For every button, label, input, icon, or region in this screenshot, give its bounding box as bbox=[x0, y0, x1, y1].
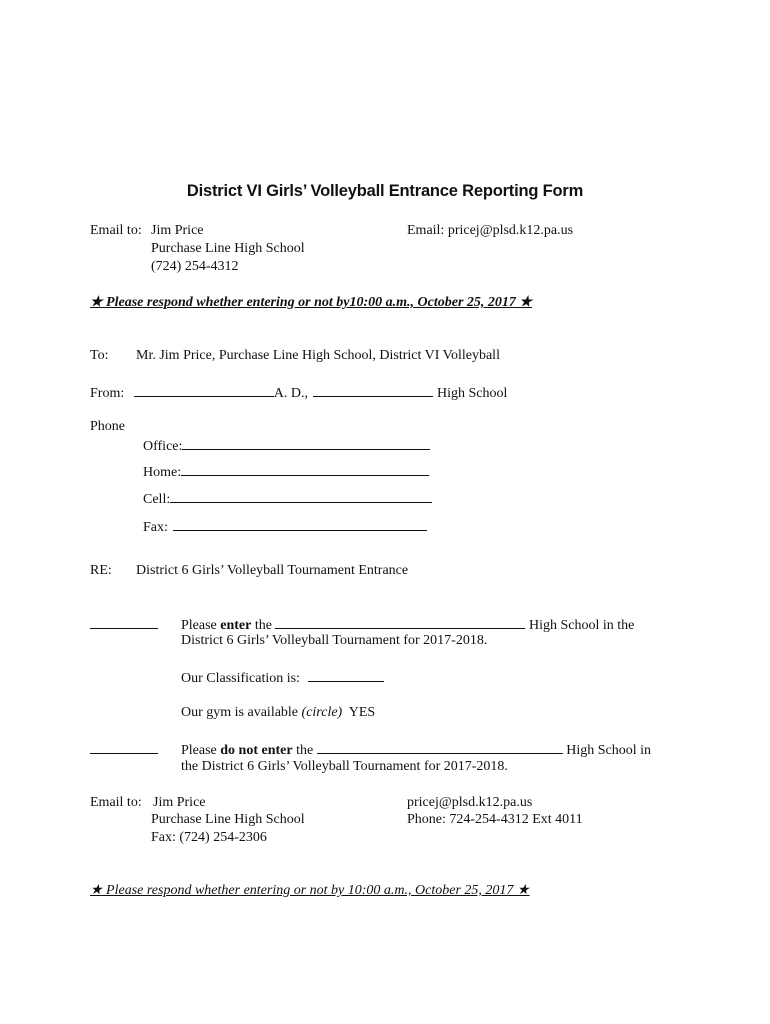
from-school-field[interactable] bbox=[313, 383, 433, 397]
email-to-label: Email to: bbox=[90, 223, 142, 238]
fax-row bbox=[143, 517, 427, 537]
home-phone-field[interactable] bbox=[181, 462, 429, 476]
footer-fax: Fax: (724) 254-2306 bbox=[151, 830, 267, 845]
cell-row bbox=[143, 489, 432, 509]
contact-phone: (724) 254-4312 bbox=[151, 259, 239, 274]
gym-row bbox=[181, 704, 375, 722]
contact-school: Purchase Line High School bbox=[151, 241, 305, 256]
enter-keyword: enter bbox=[220, 618, 252, 633]
classification-field[interactable] bbox=[308, 668, 384, 682]
gym-yes-option[interactable]: YES bbox=[348, 705, 376, 720]
to-value: Mr. Jim Price, Purchase Line High School, District VI Volleyball bbox=[136, 348, 500, 363]
fax-label: Fax: bbox=[143, 520, 168, 535]
not-enter-the-text: the bbox=[296, 743, 314, 758]
footer-school: Purchase Line High School bbox=[151, 812, 305, 827]
re-value: District 6 Girls’ Volleyball Tournament Entrance bbox=[136, 563, 409, 578]
not-enter-keyword: do not enter bbox=[220, 743, 293, 758]
not-enter-line-1 bbox=[181, 740, 651, 760]
enter-check-field[interactable] bbox=[90, 615, 158, 629]
footer-contact-name: Jim Price bbox=[153, 795, 206, 810]
enter-the-text: the bbox=[254, 618, 272, 633]
not-enter-check-field[interactable] bbox=[90, 740, 158, 754]
enter-hs-text: High School in the bbox=[528, 618, 635, 633]
footer-email-to-label: Email to: bbox=[90, 795, 142, 810]
to-label: To: bbox=[90, 348, 109, 363]
office-label: Office: bbox=[143, 439, 183, 454]
footer-phone: Phone: 724-254-4312 Ext 4011 bbox=[407, 812, 583, 827]
office-phone-field[interactable] bbox=[182, 436, 430, 450]
enter-please-text: Please bbox=[181, 618, 217, 633]
email-address[interactable]: pricej@plsd.k12.pa.us bbox=[447, 223, 574, 238]
ad-label: A. D., bbox=[273, 386, 308, 401]
enter-line-2: District 6 Girls’ Volleyball Tournament for 2017-2018. bbox=[181, 633, 488, 648]
office-row bbox=[143, 436, 430, 456]
fax-field[interactable] bbox=[173, 517, 427, 531]
re-label: RE: bbox=[90, 563, 112, 578]
cell-label: Cell: bbox=[143, 492, 171, 507]
high-school-label: High School bbox=[436, 386, 508, 401]
not-enter-school-field[interactable] bbox=[317, 740, 563, 754]
not-enter-please-text: Please bbox=[181, 743, 217, 758]
footer-email[interactable]: pricej@plsd.k12.pa.us bbox=[407, 795, 533, 810]
notice-top: ★ Please respond whether entering or not by10:00 a.m., October 25, 2017 ★ bbox=[90, 295, 532, 310]
phone-label: Phone bbox=[90, 419, 125, 434]
classification-label: Our Classification is: bbox=[181, 671, 300, 686]
form-title: District VI Girls’ Volleyball Entrance Reporting Form bbox=[186, 182, 584, 200]
home-row bbox=[143, 462, 429, 482]
enter-school-field[interactable] bbox=[275, 615, 525, 629]
classification-row bbox=[181, 668, 384, 688]
notice-bottom: ★ Please respond whether entering or not by 10:00 a.m., October 25, 2017 ★ bbox=[90, 883, 530, 898]
from-name-field[interactable] bbox=[134, 383, 274, 397]
home-label: Home: bbox=[143, 465, 182, 480]
gym-label: Our gym is available bbox=[181, 705, 299, 720]
not-enter-hs-text: High School in bbox=[566, 743, 651, 758]
contact-name: Jim Price bbox=[151, 223, 204, 238]
not-enter-line-2: the District 6 Girls’ Volleyball Tournament for 2017-2018. bbox=[181, 759, 508, 774]
email-label: Email: bbox=[407, 223, 445, 238]
from-row bbox=[90, 383, 507, 403]
cell-phone-field[interactable] bbox=[170, 489, 432, 503]
email-line bbox=[407, 222, 573, 240]
from-label: From: bbox=[90, 386, 125, 401]
gym-circle-hint: (circle) bbox=[301, 705, 343, 720]
